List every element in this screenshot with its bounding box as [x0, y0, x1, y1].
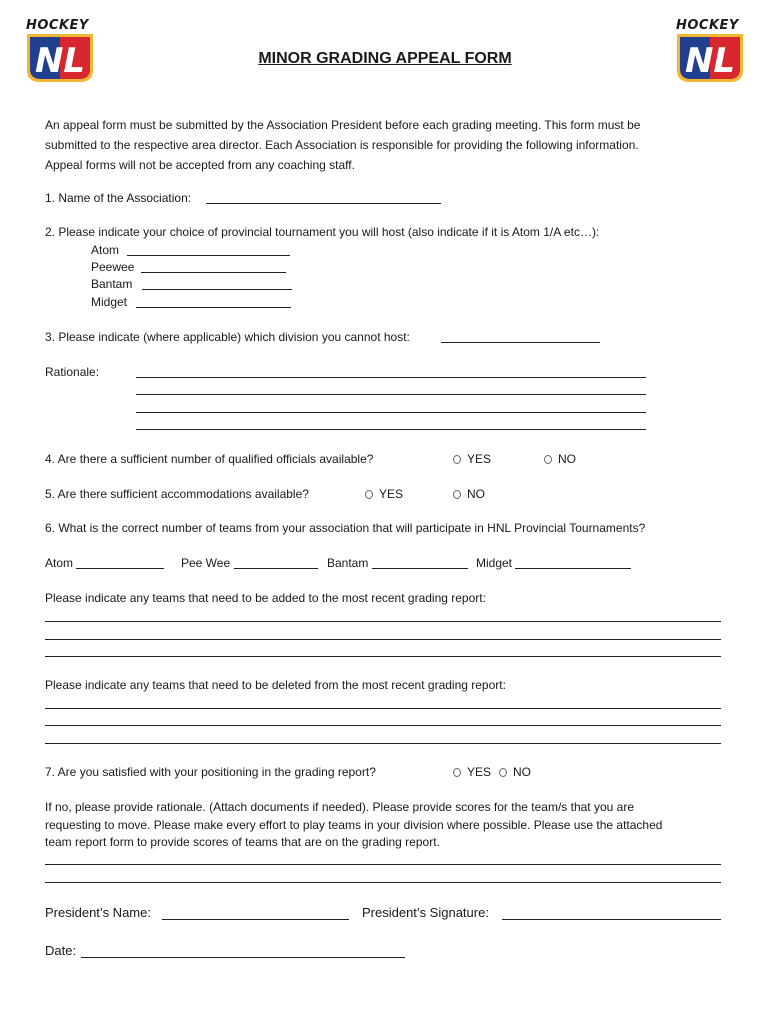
svg-text:NL: NL: [34, 41, 86, 81]
radio-icon[interactable]: [453, 768, 461, 777]
bantam-tournament-field[interactable]: [142, 289, 292, 290]
ifno-rationale-line[interactable]: [45, 864, 721, 865]
bantam-teams-field[interactable]: [372, 557, 468, 569]
q2-label: 2. Please indicate your choice of provincial tournament you will host (also indicate if it is Atom 1/A etc…):: [45, 225, 600, 239]
ifno-line: If no, please provide rationale. (Attach documents if needed). Please provide scores for the team/s that you are: [45, 800, 634, 814]
q2-division-midget: Midget: [91, 295, 128, 309]
q7-no-label: NO: [513, 765, 531, 779]
deleted-line[interactable]: [45, 708, 721, 709]
date-label: Date:: [45, 943, 77, 958]
q6-bantam-label: Bantam: [327, 556, 369, 570]
atom-tournament-field[interactable]: [127, 255, 290, 256]
q7-label: 7. Are you satisfied with your positioning in the grading report?: [45, 765, 376, 779]
q6-bantam: [327, 556, 468, 570]
ifno-rationale-line[interactable]: [45, 882, 721, 883]
president-signature-field[interactable]: [502, 919, 721, 920]
q5-yes-option[interactable]: [365, 487, 403, 501]
rationale-line[interactable]: [136, 412, 646, 413]
added-line[interactable]: [45, 639, 721, 640]
radio-icon[interactable]: [453, 490, 461, 499]
svg-text:NL: NL: [684, 41, 736, 81]
intro-line: submitted to the respective area director. Each Association is responsible for providing the following information.: [45, 138, 639, 152]
q5-no-label: NO: [467, 487, 485, 501]
deleted-label: Please indicate any teams that need to be deleted from the most recent grading report:: [45, 678, 506, 692]
deleted-line[interactable]: [45, 743, 721, 744]
q6-peewee: [181, 556, 318, 570]
q3-label: 3. Please indicate (where applicable) which division you cannot host:: [45, 330, 410, 344]
q6-peewee-label: Pee Wee: [181, 556, 231, 570]
q2-division-bantam: Bantam: [91, 277, 133, 291]
rationale-line[interactable]: [136, 394, 646, 395]
added-line[interactable]: [45, 656, 721, 657]
president-name-field[interactable]: [162, 919, 349, 920]
q5-no-option[interactable]: [453, 487, 485, 501]
peewee-tournament-field[interactable]: [141, 272, 286, 273]
added-label: Please indicate any teams that need to be added to the most recent grading report:: [45, 591, 486, 605]
intro-line: An appeal form must be submitted by the Association President before each grading meeting. This form must be: [45, 118, 641, 132]
q7-yes-option[interactable]: [453, 765, 491, 779]
q4-label: 4. Are there a sufficient number of qualified officials available?: [45, 452, 374, 466]
ifno-line: requesting to move. Please make every effort to play teams in your division where possible. Please use the attached: [45, 818, 663, 832]
radio-icon[interactable]: [365, 490, 373, 499]
q5-label: 5. Are there sufficient accommodations available?: [45, 487, 309, 501]
association-name-field[interactable]: [206, 203, 441, 204]
q7-yes-label: YES: [467, 765, 492, 779]
q4-no-option[interactable]: [544, 452, 576, 466]
q6-midget: [476, 556, 631, 570]
added-line[interactable]: [45, 621, 721, 622]
logo-word: HOCKEY: [676, 18, 739, 33]
atom-teams-field[interactable]: [76, 557, 164, 569]
q4-yes-label: YES: [467, 452, 492, 466]
date-field[interactable]: [81, 957, 405, 958]
president-signature-label: President’s Signature:: [362, 905, 489, 920]
q4-no-label: NO: [558, 452, 576, 466]
rationale-line[interactable]: [136, 429, 646, 430]
radio-icon[interactable]: [453, 455, 461, 464]
cannot-host-field[interactable]: [441, 342, 600, 343]
intro-line: Appeal forms will not be accepted from any coaching staff.: [45, 158, 355, 172]
rationale-line[interactable]: [136, 377, 646, 378]
peewee-teams-field[interactable]: [234, 557, 318, 569]
q4-yes-option[interactable]: [453, 452, 491, 466]
logo-word: HOCKEY: [26, 18, 89, 33]
q6-atom: [45, 556, 164, 570]
q5-yes-label: YES: [379, 487, 404, 501]
midget-teams-field[interactable]: [515, 557, 631, 569]
q1-label: 1. Name of the Association:: [45, 191, 192, 205]
q6-midget-label: Midget: [476, 556, 513, 570]
ifno-line: team report form to provide scores of teams that are on the grading report.: [45, 835, 440, 849]
q2-division-atom: Atom: [91, 243, 120, 257]
page-title: MINOR GRADING APPEAL FORM: [258, 50, 512, 67]
midget-tournament-field[interactable]: [136, 307, 291, 308]
deleted-line[interactable]: [45, 725, 721, 726]
radio-icon[interactable]: [544, 455, 552, 464]
q6-atom-label: Atom: [45, 556, 74, 570]
q2-division-peewee: Peewee: [91, 260, 135, 274]
president-name-label: President’s Name:: [45, 905, 151, 920]
q7-no-option[interactable]: [499, 765, 531, 779]
radio-icon[interactable]: [499, 768, 507, 777]
q6-label: 6. What is the correct number of teams from your association that will participate in HNL Provincial Tournaments?: [45, 521, 646, 535]
rationale-label: Rationale:: [45, 365, 100, 379]
